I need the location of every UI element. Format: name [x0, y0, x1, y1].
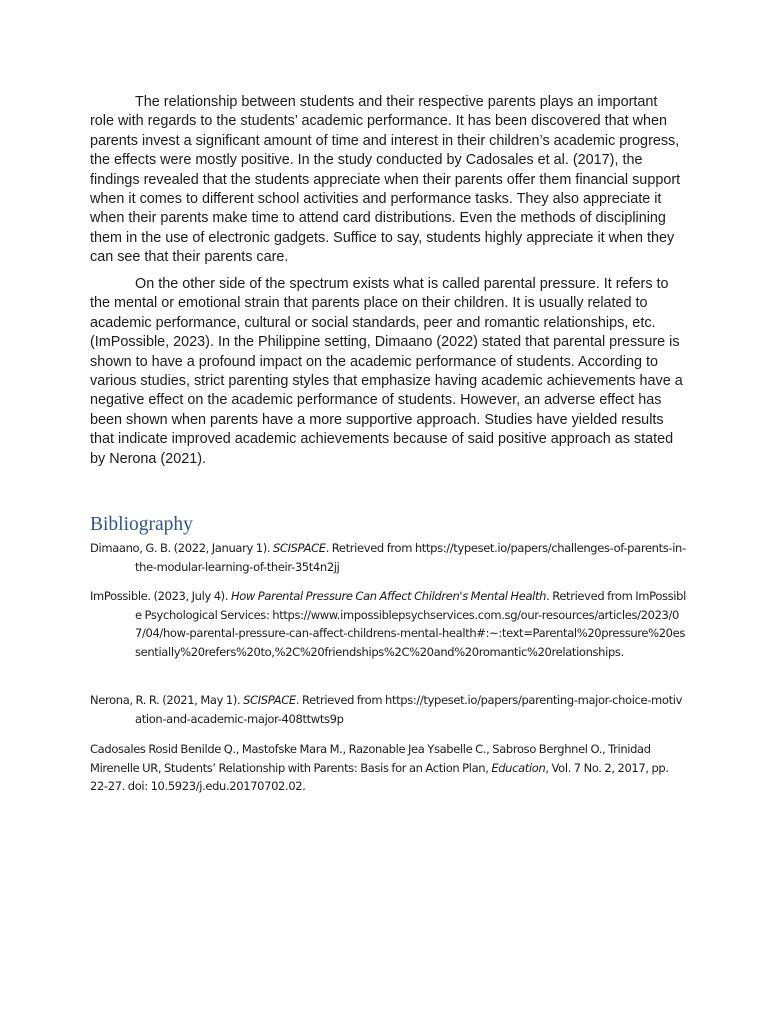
bib-entry-text: . Retrieved from https://typeset.io/papers/challenges-of-parents-in-the-modular-learning-of-their-35t4n2jj — [135, 541, 686, 574]
bib-entry-text: ImPossible. (2023, July 4). — [90, 589, 231, 603]
bib-entry-text: . Retrieved from https://typeset.io/papers/parenting-major-choice-motivation-and-academic-major-408ttwts9p — [135, 693, 683, 726]
bibliography-heading: Bibliography — [90, 514, 193, 535]
bib-entry-title: SCISPACE — [272, 541, 326, 555]
bib-entry-text: Dimaano, G. B. (2022, January 1). — [90, 541, 273, 555]
bibliography-entry-dimaano — [90, 539, 686, 576]
bib-entry-text: . Retrieved from ImPossible Psychological Services: https://www.impossiblepsychservices.com.sg/our-resources/articles/2023/07/04/how-parental-pressure-can-affect-childrens-mental-health#:~:text=Parental%20pressure%20essentially%20refers%20to,%2C%20friendships%2C%20and%20romantic%20relationships. — [135, 589, 686, 660]
bibliography-entry-impossible — [90, 587, 686, 662]
body-paragraph-2: On the other side of the spectrum exists what is called parental pressure. It refers to the mental or emotional strain that parents place on their children. It is usually related to academic performance, cultural or social standards, peer and romantic relationships, etc. (ImPossible, 2023). In the Philippine setting, Dimaano (2022) stated that parental pressure is shown to have a profound impact on the academic performance of students. According to various studies, strict parenting styles that emphasize having academic achievements have a negative effect on the academic performance of students. However, an adverse effect has been shown when parents have a more supportive approach. Studies have yielded results that indicate improved academic achievements because of said positive approach as stated by Nerona (2021). — [90, 276, 683, 467]
bib-entry-title: Education — [491, 760, 546, 775]
bib-entry-title: SCISPACE — [243, 693, 296, 707]
bib-entry-text: , Vol. 7 No. 2, 2017, pp. 22-27. doi: 10.5923/j.edu.20170702.02. — [90, 760, 669, 794]
bibliography-entry-nerona — [90, 691, 686, 728]
bibliography-entry-cadosales — [90, 740, 686, 796]
bib-entry-title: How Parental Pressure Can Affect Children's Mental Health — [230, 589, 547, 603]
bib-entry-text: Nerona, R. R. (2021, May 1). — [90, 693, 244, 707]
body-paragraph-1: The relationship between students and their respective parents plays an important role with regards to the students’ academic performance. It has been discovered that when parents invest a significant amount of time and interest in their children’s academic progress, the effects were mostly positive. In the study conducted by Cadosales et al. (2017), the findings revealed that the students appreciate when their parents offer them financial support when it comes to different school activities and performance tasks. They also appreciate it when their parents make time to attend card distributions. Even the methods of disciplining them in the use of electronic gadgets. Suffice to say, students highly appreciate it when they can see that their parents care. — [90, 94, 681, 266]
bib-entry-text: Cadosales Rosid Benilde Q., Mastofske Mara M., Razonable Jea Ysabelle C., Sabroso Berghnel O., Trinidad Mirenelle UR, Students’ Relationship with Parents: Basis for an Action Plan, — [90, 742, 651, 775]
